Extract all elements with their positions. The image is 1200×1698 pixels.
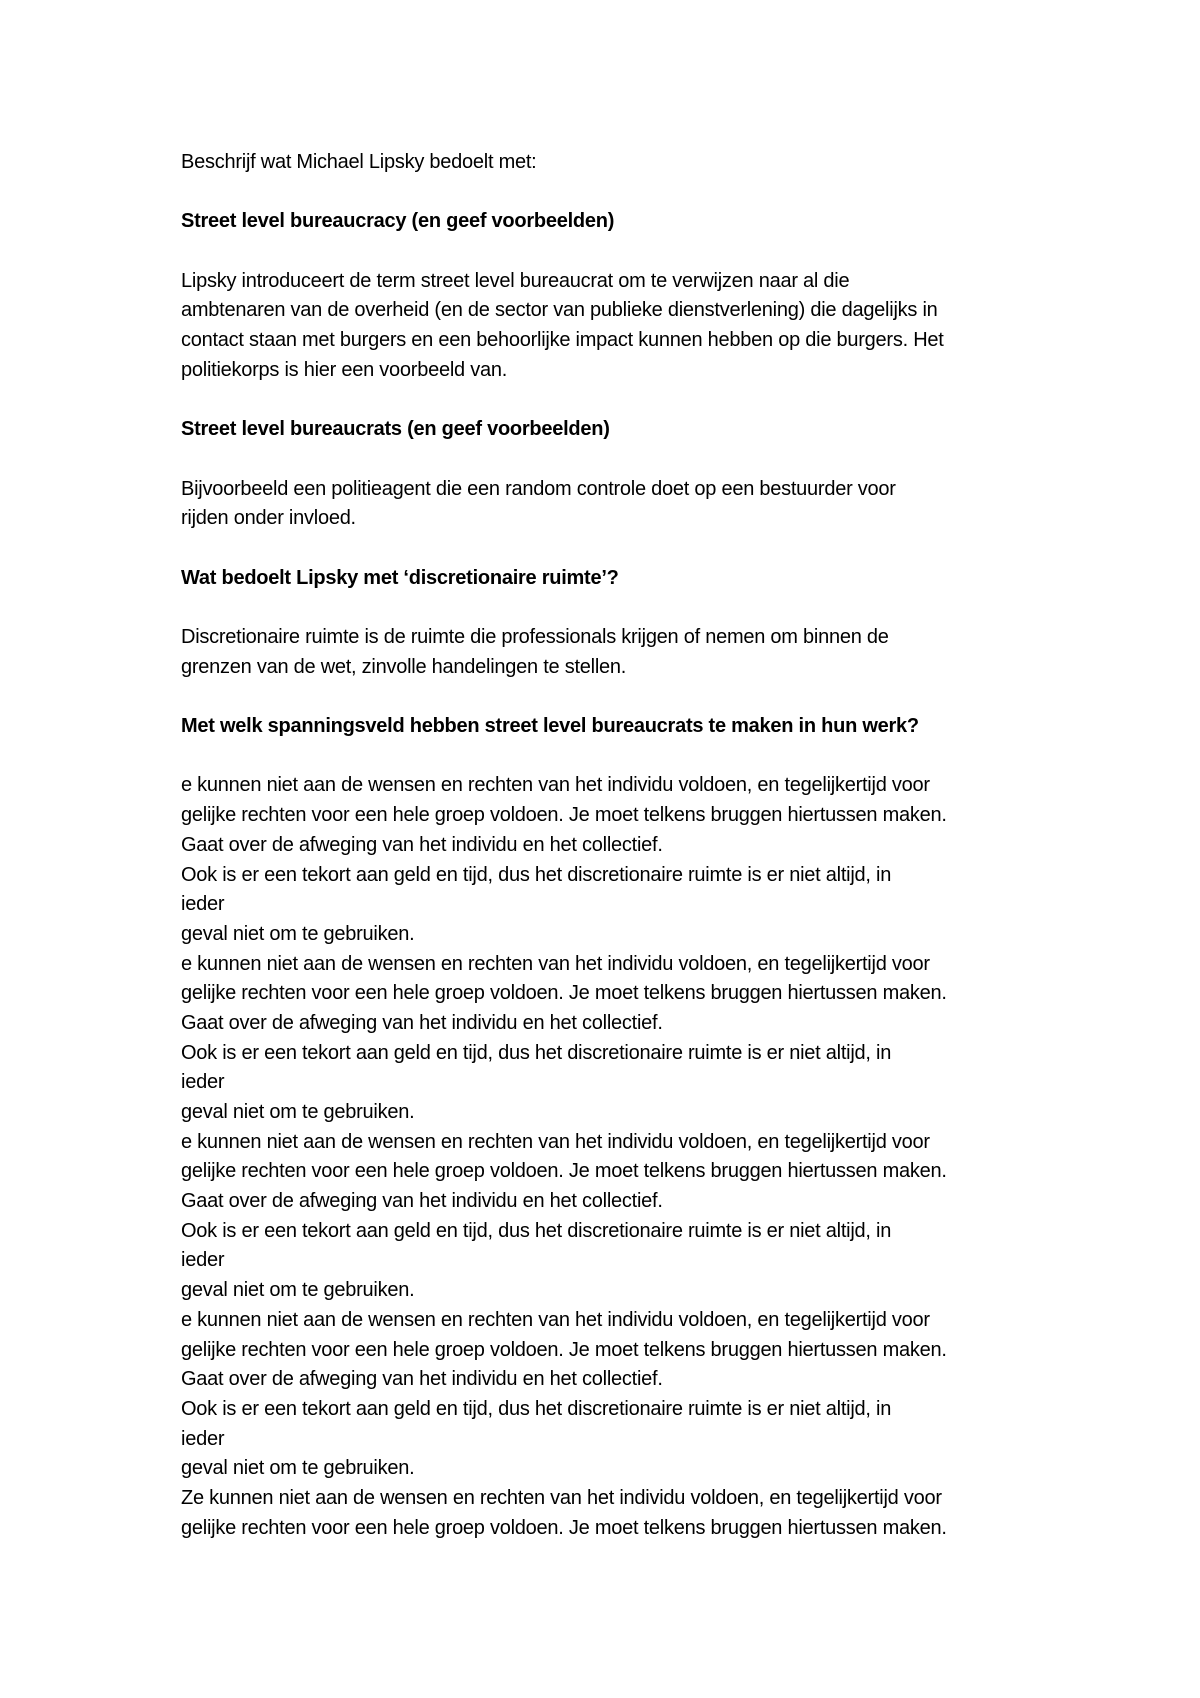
paragraph-line: ieder — [181, 893, 225, 916]
paragraph-line: politiekorps is hier een voorbeeld van. — [181, 358, 508, 381]
paragraph-line: gelijke rechten voor een hele groep voldoen. Je moet telkens bruggen hiertussen maken. — [181, 982, 947, 1005]
paragraph-line: Bijvoorbeeld een politieagent die een random controle doet op een bestuurder voor — [181, 477, 896, 500]
section-heading: Street level bureaucracy (en geef voorbeelden) — [181, 210, 615, 233]
paragraph-line: Gaat over de afweging van het individu en het collectief. — [181, 1011, 663, 1034]
paragraph-line: Ze kunnen niet aan de wensen en rechten van het individu voldoen, en tegelijkertijd voor — [181, 1486, 942, 1509]
spacer — [181, 534, 1061, 564]
paragraph-line: e kunnen niet aan de wensen en rechten van het individu voldoen, en tegelijkertijd voor — [181, 1308, 930, 1331]
paragraph-line: Ook is er een tekort aan geld en tijd, dus het discretionaire ruimte is er niet altijd, in — [181, 863, 892, 886]
spacer — [181, 682, 1061, 712]
paragraph-line: Lipsky introduceert de term street level bureaucrat om te verwijzen naar al die — [181, 269, 850, 292]
spacer — [181, 742, 1061, 772]
paragraph-line: rijden onder invloed. — [181, 507, 356, 530]
paragraph-line: gelijke rechten voor een hele groep voldoen. Je moet telkens bruggen hiertussen maken. — [181, 1160, 947, 1183]
paragraph-line: Gaat over de afweging van het individu en het collectief. — [181, 833, 663, 856]
paragraph-line: ambtenaren van de overheid (en de sector van publieke dienstverlening) die dagelijks in — [181, 299, 938, 322]
spacer — [181, 445, 1061, 475]
intro-text: Beschrijf wat Michael Lipsky bedoelt met: — [181, 151, 537, 173]
spacer — [181, 386, 1061, 416]
paragraph-line: grenzen van de wet, zinvolle handelingen te stellen. — [181, 655, 627, 678]
paragraph-line: Gaat over de afweging van het individu en het collectief. — [181, 1368, 663, 1391]
document-body — [181, 148, 1061, 1543]
paragraph-line: ieder — [181, 1071, 225, 1094]
paragraph-line: Gaat over de afweging van het individu en het collectief. — [181, 1190, 663, 1213]
paragraph-line: geval niet om te gebruiken. — [181, 1457, 415, 1480]
paragraph-line: ieder — [181, 1427, 225, 1450]
spacer — [181, 178, 1061, 208]
paragraph — [181, 771, 1061, 1543]
section-heading: Street level bureaucrats (en geef voorbeelden) — [181, 418, 610, 441]
paragraph-line: ieder — [181, 1249, 225, 1272]
paragraph-line: geval niet om te gebruiken. — [181, 922, 415, 945]
spacer — [181, 593, 1061, 623]
paragraph-line: e kunnen niet aan de wensen en rechten van het individu voldoen, en tegelijkertijd voor — [181, 1130, 930, 1153]
paragraph-line: gelijke rechten voor een hele groep voldoen. Je moet telkens bruggen hiertussen maken. — [181, 1338, 947, 1361]
paragraph-line: gelijke rechten voor een hele groep voldoen. Je moet telkens bruggen hiertussen maken. — [181, 804, 947, 827]
paragraph-line: Ook is er een tekort aan geld en tijd, dus het discretionaire ruimte is er niet altijd, in — [181, 1219, 892, 1242]
paragraph-line: geval niet om te gebruiken. — [181, 1279, 415, 1302]
paragraph-line: Discretionaire ruimte is de ruimte die professionals krijgen of nemen om binnen de — [181, 626, 889, 648]
paragraph-line: contact staan met burgers en een behoorlijke impact kunnen hebben op die burgers. Het — [181, 329, 944, 352]
paragraph-line: e kunnen niet aan de wensen en rechten van het individu voldoen, en tegelijkertijd voor — [181, 952, 930, 975]
section-heading: Wat bedoelt Lipsky met ‘discretionaire ruimte’? — [181, 566, 619, 589]
paragraph — [181, 475, 1061, 534]
paragraph-line: gelijke rechten voor een hele groep voldoen. Je moet telkens bruggen hiertussen maken. — [181, 1516, 947, 1539]
spacer — [181, 237, 1061, 267]
paragraph — [181, 267, 1061, 386]
paragraph-line: Ook is er een tekort aan geld en tijd, dus het discretionaire ruimte is er niet altijd, in — [181, 1041, 892, 1064]
paragraph — [181, 623, 1061, 682]
section-heading: Met welk spanningsveld hebben street level bureaucrats te maken in hun werk? — [181, 715, 919, 738]
paragraph-line: e kunnen niet aan de wensen en rechten van het individu voldoen, en tegelijkertijd voor — [181, 774, 930, 797]
paragraph-line: geval niet om te gebruiken. — [181, 1101, 415, 1123]
paragraph-line: Ook is er een tekort aan geld en tijd, dus het discretionaire ruimte is er niet altijd, in — [181, 1397, 892, 1420]
